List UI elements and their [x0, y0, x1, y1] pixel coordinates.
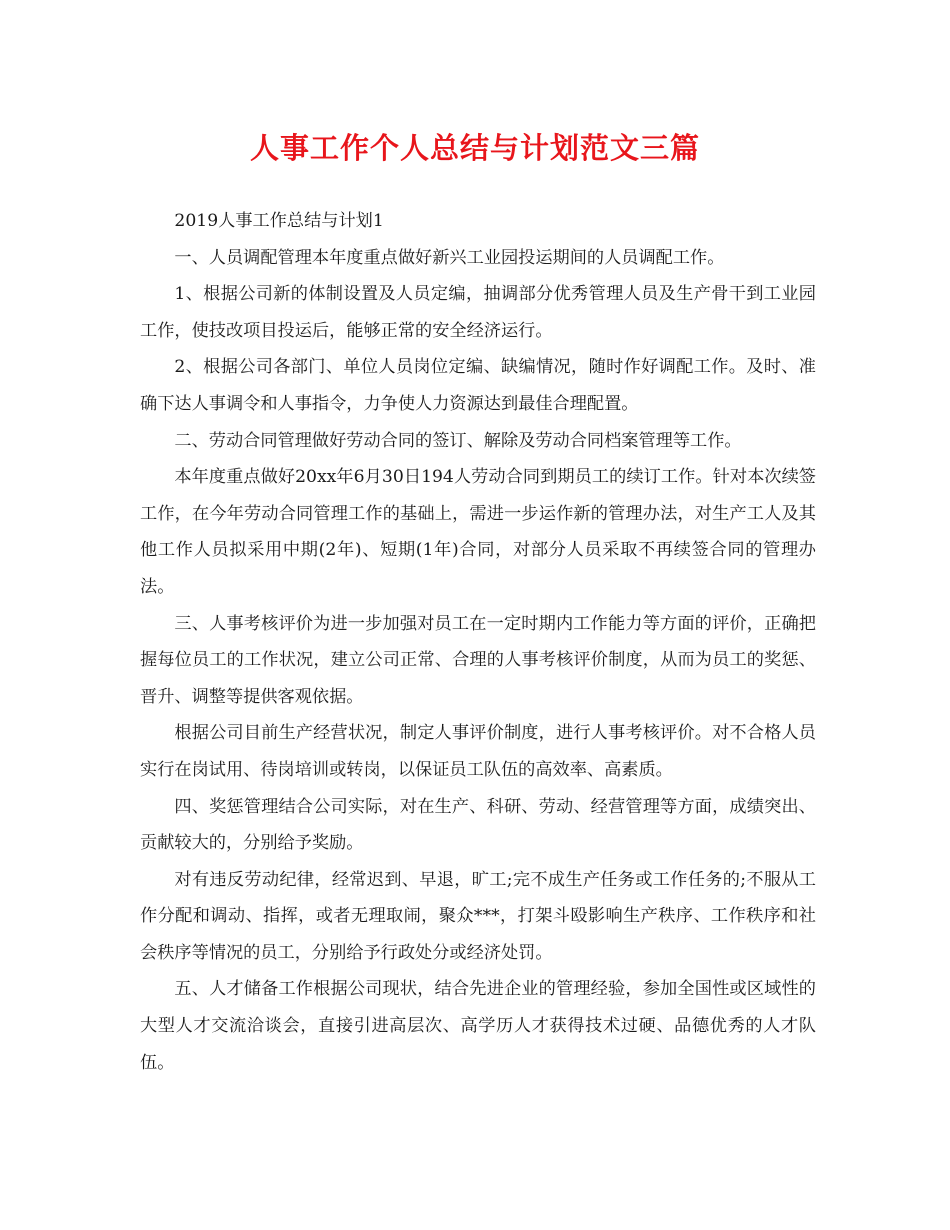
paragraph-contract-intro: 二、劳动合同管理做好劳动合同的签订、解除及劳动合同档案管理等工作。 — [174, 430, 742, 451]
document-body — [140, 203, 816, 1081]
document-title: 人事工作个人总结与计划范文三篇 — [249, 131, 700, 165]
paragraph-talent-reserve: 五、人才储备工作根据公司现状，结合先进企业的管理经验，参加全国性或区域性的大型人才交流洽谈会，直接引进高层次、高学历人才获得技术过硬、品德优秀的人才队伍。 — [140, 979, 816, 1073]
paragraph-penalties-detail: 对有违反劳动纪律，经常迟到、早退，旷工;完不成生产任务或工作任务的;不服从工作分配和调动、指挥，或者无理取闹，聚众***，打架斗殴影响生产秩序、工作秩序和社会秩序等情况的员工，分别给予行政处分或经济处罚。 — [140, 869, 816, 963]
paragraph-contract-detail: 本年度重点做好20xx年6月30日194人劳动合同到期员工的续订工作。针对本次续签工作，在今年劳动合同管理工作的基础上，需进一步运作新的管理办法，对生产工人及其他工作人员拟采用中期(2年)、短期(1年)合同，对部分人员采取不再续签合同的管理办法。 — [140, 467, 816, 597]
paragraph-staffing-intro: 一、人员调配管理本年度重点做好新兴工业园投运期间的人员调配工作。 — [174, 247, 725, 268]
paragraph-evaluation-detail: 根据公司目前生产经营状况，制定人事评价制度，进行人事考核评价。对不合格人员实行在岗试用、待岗培训或转岗，以保证员工队伍的高效率、高素质。 — [140, 723, 816, 780]
paragraph-evaluation-intro: 三、人事考核评价为进一步加强对员工在一定时期内工作能力等方面的评价，正确把握每位员工的工作状况，建立公司正常、合理的人事考核评价制度，从而为员工的奖惩、晋升、调整等提供客观依据。 — [140, 613, 816, 707]
paragraph-staffing-item-2: 2、根据公司各部门、单位人员岗位定编、缺编情况，随时作好调配工作。及时、准确下达人事调令和人事指令，力争使人力资源达到最佳合理配置。 — [140, 357, 816, 414]
paragraph-staffing-item-1: 1、根据公司新的体制设置及人员定编，抽调部分优秀管理人员及生产骨干到工业园工作，使技改项目投运后，能够正常的安全经济运行。 — [140, 284, 816, 341]
paragraph-rewards-intro: 四、奖惩管理结合公司实际，对在生产、科研、劳动、经营管理等方面，成绩突出、贡献较大的，分别给予奖励。 — [140, 796, 816, 854]
paragraph-section-heading: 2019人事工作总结与计划1 — [174, 211, 384, 231]
